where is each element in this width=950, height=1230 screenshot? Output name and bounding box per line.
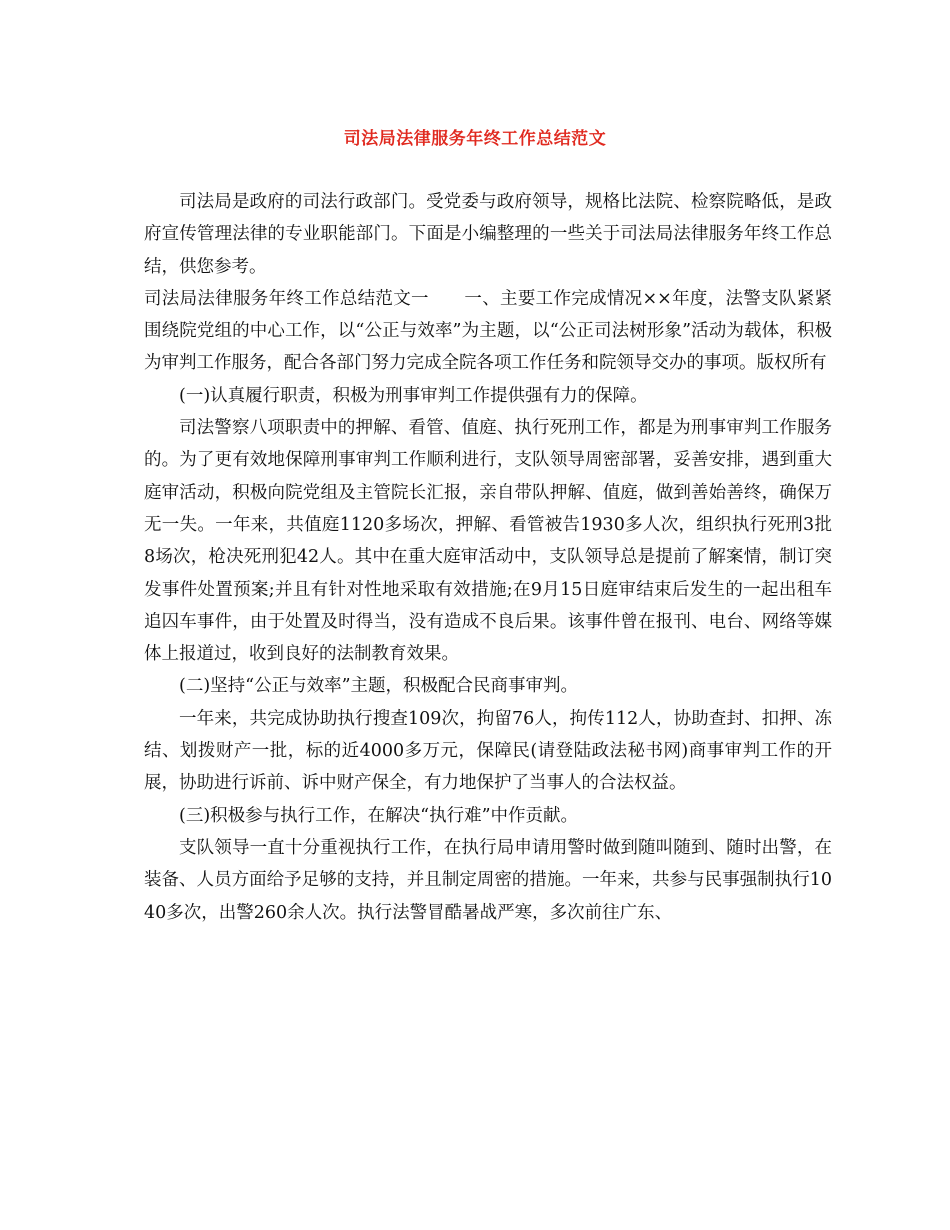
paragraph-section-heading: 司法局法律服务年终工作总结范文一 一、主要工作完成情况××年度，法警支队紧紧围绕院党组的中心工作，以“公正与效率”为主题，以“公正司法树形象”活动为载体，积极为审判工作服务，配合各部门努力完成全院各项工作任务和院领导交办的事项。版权所有 [144,288,832,374]
paragraph-enforcement: 支队领导一直十分重视执行工作，在执行局申请用警时做到随叫随到、随时出警，在装备、人员方面给予足够的支持，并且制定周密的措施。一年来，共参与民事强制执行1040多次，出警260余人次。执行法警冒酷暑战严寒，多次前往广东、 [144,837,832,923]
paragraph-intro: 司法局是政府的司法行政部门。受党委与政府领导，规格比法院、检察院略低，是政府宣传管理法律的专业职能部门。下面是小编整理的一些关于司法局法律服务年终工作总结，供您参考。 [144,192,832,277]
document-title: 司法局法律服务年终工作总结范文 [343,129,607,149]
paragraph-criminal-trial: 司法警察八项职责中的押解、看管、值庭、执行死刑工作，都是为刑事审判工作服务的。为了更有效地保障刑事审判工作顺利进行，支队领导周密部署，妥善安排，遇到重大庭审活动，积极向院党组及主管院长汇报，亲自带队押解、值庭，做到善始善终，确保万无一失。一年来，共值庭1120多场次，押解、看管被告1930多人次，组织执行死刑3批8场次，枪决死刑犯42人。其中在重大庭审活动中，支队领导总是提前了解案情，制订突发事件处置预案;并且有针对性地采取有效措施;在9月15日庭审结束后发生的一起出租车追囚车事件，由于处置及时得当，没有造成不良后果。该事件曾在报刊、电台、网络等媒体上报道过，收到良好的法制教育效果。 [144,418,832,665]
paragraph-subheading-3: (三)积极参与执行工作，在解决“执行难”中作贡献。 [179,805,579,826]
paragraph-subheading-1: (一)认真履行职责，积极为刑事审判工作提供强有力的保障。 [179,385,648,406]
paragraph-civil-trial: 一年来，共完成协助执行搜查109次，拘留76人，拘传112人，协助查封、扣押、冻结、划拨财产一批，标的近4000多万元，保障民(请登陆政法秘书网)商事审判工作的开展，协助进行诉前、诉中财产保全，有力地保护了当事人的合法权益。 [144,708,832,794]
document-body [144,186,832,929]
paragraph-subheading-2: (二)坚持“公正与效率”主题，积极配合民商事审判。 [179,676,579,697]
